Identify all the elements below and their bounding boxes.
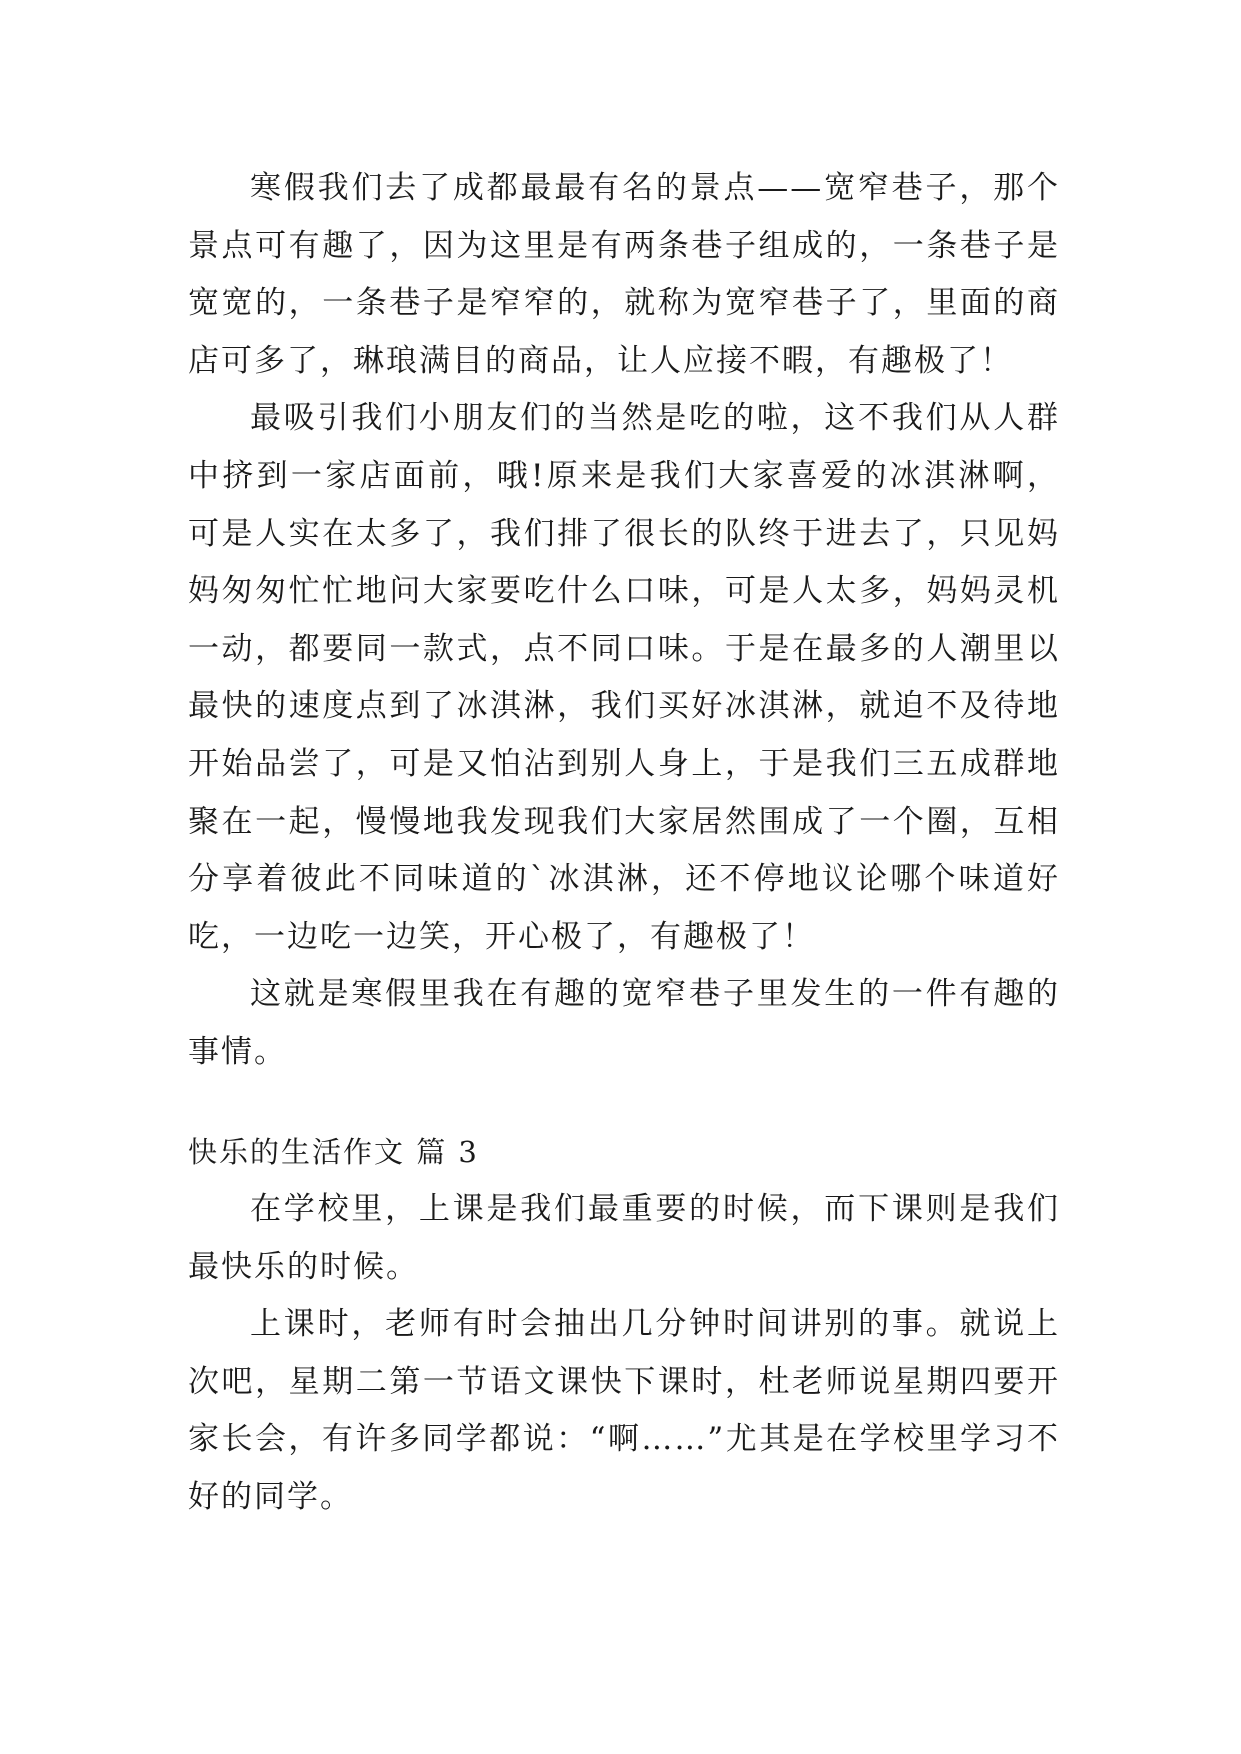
essay-section-3 [188,1124,1060,1527]
section-heading: 快乐的生活作文 篇 3 [188,1134,479,1169]
paragraph-ice-cream: 最吸引我们小朋友们的当然是吃的啦，这不我们从人群中挤到一家店面前，哦!原来是我们大家喜爱的冰淇淋啊，可是人实在太多了，我们排了很长的队终于进去了，只见妈妈匆匆忙忙地问大家要吃什么口味，可是人太多，妈妈灵机一动，都要同一款式，点不同口味。于是在最多的人潮里以最快的速度点到了冰淇淋，我们买好冰淇淋，就迫不及待地开始品尝了，可是又怕沾到别人身上，于是我们三五成群地聚在一起，慢慢地我发现我们大家居然围成了一个圈，互相分享着彼此不同味道的`冰淇淋，还不停地议论哪个味道好吃，一边吃一边笑，开心极了，有趣极了！ [188,400,1060,955]
paragraph-school-breaks: 在学校里，上课是我们最重要的时候，而下课则是我们最快乐的时候。 [188,1191,1060,1285]
document-body [188,160,1060,1527]
paragraph-kuanzhai-alley: 寒假我们去了成都最最有名的景点——宽窄巷子，那个景点可有趣了，因为这里是有两条巷子组成的，一条巷子是宽宽的，一条巷子是窄窄的，就称为宽窄巷子了，里面的商店可多了，琳琅满目的商品，让人应接不暇，有趣极了！ [188,170,1060,379]
paragraph-parents-meeting: 上课时，老师有时会抽出几分钟时间讲别的事。就说上次吧，星期二第一节语文课快下课时，杜老师说星期四要开家长会，有许多同学都说：“啊……”尤其是在学校里学习不好的同学。 [188,1306,1060,1516]
paragraph-conclusion: 这就是寒假里我在有趣的宽窄巷子里发生的一件有趣的事情。 [188,976,1060,1070]
